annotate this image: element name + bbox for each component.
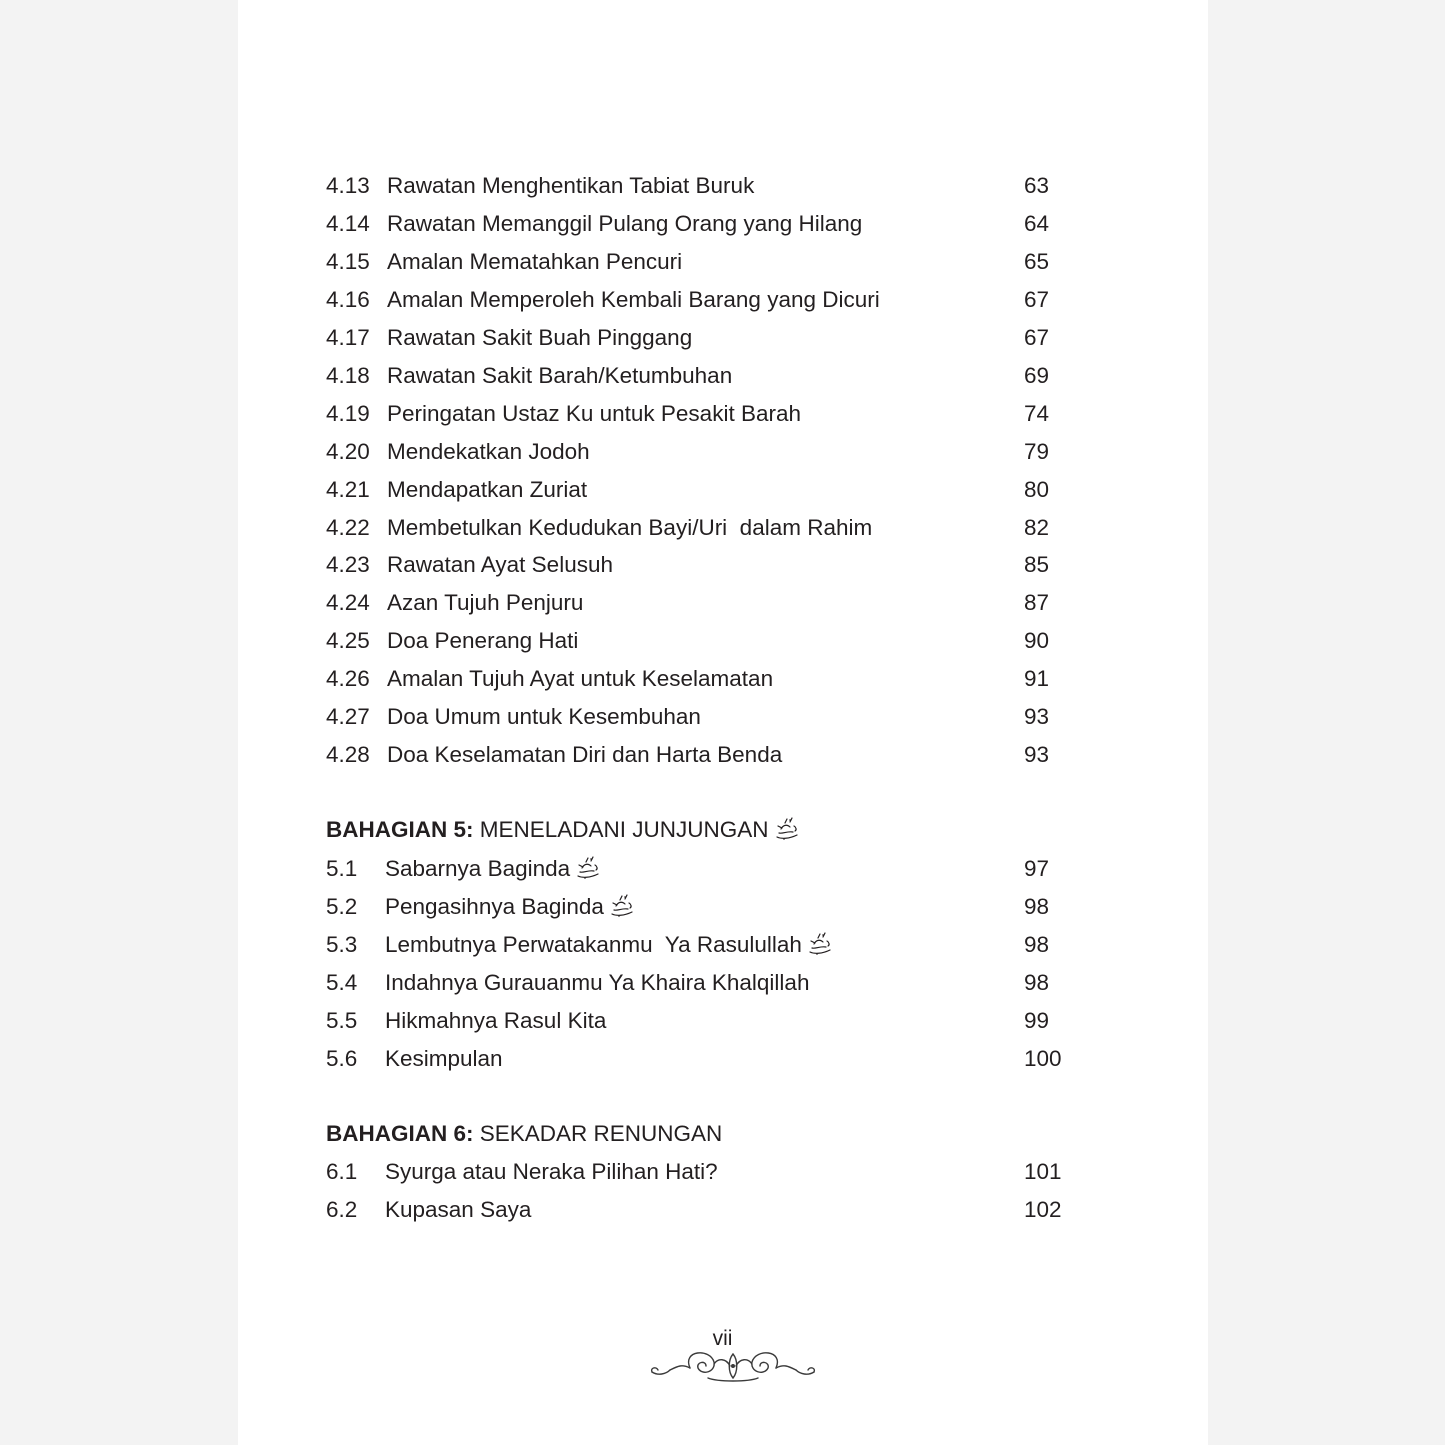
- entry-number: 4.24: [326, 590, 370, 615]
- section-label: BAHAGIAN 5: [326, 817, 467, 842]
- entry-title: Hikmahnya Rasul Kita: [385, 1008, 607, 1033]
- entry-page: 102: [1024, 1197, 1062, 1222]
- entry-page: 98: [1024, 894, 1050, 919]
- toc-entry[interactable]: [326, 546, 1066, 584]
- entry-title: Amalan Mematahkan Pencuri: [387, 249, 683, 274]
- toc-entry[interactable]: [326, 471, 1066, 509]
- toc-entry[interactable]: [326, 888, 1066, 926]
- section-separator: :: [466, 817, 480, 842]
- entry-number: 6.1: [326, 1159, 358, 1184]
- entry-title: Peringatan Ustaz Ku untuk Pesakit Barah: [387, 401, 801, 426]
- entry-page: 74: [1024, 401, 1050, 426]
- entry-page: 98: [1024, 970, 1050, 995]
- toc-entry[interactable]: [326, 660, 1066, 698]
- entry-title: Rawatan Memanggil Pulang Orang yang Hilang: [387, 211, 863, 236]
- entry-title: Sabarnya Baginda: [385, 856, 571, 881]
- entry-page: 63: [1024, 173, 1050, 198]
- section-title: SEKADAR RENUNGAN: [479, 1121, 723, 1146]
- entry-page: 97: [1024, 856, 1050, 881]
- entry-number: 4.15: [326, 249, 370, 274]
- entry-title: Mendapatkan Zuriat: [387, 477, 588, 502]
- toc-entry[interactable]: [326, 395, 1066, 433]
- toc-entry[interactable]: [326, 964, 1066, 1002]
- entry-page: 67: [1024, 287, 1050, 312]
- entry-title: Mendekatkan Jodoh: [387, 439, 590, 464]
- entry-number: 4.23: [326, 552, 370, 577]
- entry-page: 98: [1024, 932, 1050, 957]
- entry-page: 64: [1024, 211, 1050, 236]
- entry-page: 69: [1024, 363, 1050, 388]
- entry-page: 93: [1024, 742, 1050, 767]
- entry-number: 4.26: [326, 666, 370, 691]
- section-separator: :: [466, 1121, 480, 1146]
- toc-entry[interactable]: [326, 584, 1066, 622]
- entry-number: 5.1: [326, 856, 358, 881]
- entry-title: Amalan Tujuh Ayat untuk Keselamatan: [387, 666, 774, 691]
- toc-entry[interactable]: [326, 736, 1066, 774]
- toc-entry[interactable]: [326, 205, 1066, 243]
- entry-number: 4.17: [326, 325, 370, 350]
- entry-title: Amalan Memperoleh Kembali Barang yang Dicuri: [387, 287, 880, 312]
- entry-title: Doa Keselamatan Diri dan Harta Benda: [387, 742, 783, 767]
- toc-entry[interactable]: [326, 281, 1066, 319]
- entry-number: 4.28: [326, 742, 370, 767]
- entry-title: Pengasihnya Baginda: [385, 894, 604, 919]
- entry-title-wrap: [385, 850, 600, 888]
- entry-title: Kesimpulan: [385, 1046, 503, 1071]
- entry-page: 82: [1024, 515, 1050, 540]
- entry-page: 80: [1024, 477, 1050, 502]
- entry-number: 4.22: [326, 515, 370, 540]
- entry-number: 4.20: [326, 439, 370, 464]
- toc-entry[interactable]: [326, 1040, 1066, 1078]
- entry-number: 6.2: [326, 1197, 358, 1222]
- entry-title: Rawatan Ayat Selusuh: [387, 552, 613, 577]
- entry-title: Doa Penerang Hati: [387, 628, 579, 653]
- entry-title: Azan Tujuh Penjuru: [387, 590, 584, 615]
- entry-number: 4.18: [326, 363, 370, 388]
- entry-number: 4.19: [326, 401, 370, 426]
- entry-number: 4.13: [326, 173, 370, 198]
- toc-entry[interactable]: [326, 243, 1066, 281]
- entry-title: Indahnya Gurauanmu Ya Khaira Khalqillah: [385, 970, 810, 995]
- entry-number: 4.25: [326, 628, 370, 653]
- entry-page: 67: [1024, 325, 1050, 350]
- entry-page: 90: [1024, 628, 1050, 653]
- entry-title: Lembutnya Perwatakanmu Ya Rasulullah: [385, 932, 802, 957]
- toc-entry[interactable]: [326, 1002, 1066, 1040]
- entry-number: 5.3: [326, 932, 358, 957]
- toc-entry[interactable]: [326, 1153, 1066, 1191]
- toc-entry[interactable]: [326, 433, 1066, 471]
- entry-page: 79: [1024, 439, 1050, 464]
- section-heading: [326, 811, 799, 849]
- entry-title-wrap: [385, 888, 634, 926]
- entry-title: Rawatan Sakit Buah Pinggang: [387, 325, 693, 350]
- entry-page: 91: [1024, 666, 1050, 691]
- salawat-calligraphy-icon: [808, 932, 832, 958]
- entry-page: 87: [1024, 590, 1050, 615]
- section-label: BAHAGIAN 6: [326, 1121, 467, 1146]
- page-number: vii: [712, 1327, 733, 1350]
- entry-number: 5.2: [326, 894, 358, 919]
- salawat-calligraphy-icon: [576, 856, 600, 882]
- entry-number: 4.21: [326, 477, 370, 502]
- entry-page: 85: [1024, 552, 1050, 577]
- section-heading: [326, 1115, 722, 1153]
- section-title: MENELADANI JUNJUNGAN: [479, 817, 769, 842]
- toc-entry[interactable]: [326, 1191, 1066, 1229]
- entry-title: Doa Umum untuk Kesembuhan: [387, 704, 701, 729]
- toc-entry[interactable]: [326, 509, 1066, 547]
- entry-page: 65: [1024, 249, 1050, 274]
- toc-entry[interactable]: [326, 698, 1066, 736]
- entry-title: Kupasan Saya: [385, 1197, 532, 1222]
- toc-entry[interactable]: [326, 357, 1066, 395]
- salawat-calligraphy-icon: [610, 894, 634, 920]
- entry-title: Rawatan Menghentikan Tabiat Buruk: [387, 173, 755, 198]
- entry-page: 99: [1024, 1008, 1050, 1033]
- toc-entry[interactable]: [326, 167, 1066, 205]
- toc-entry[interactable]: [326, 926, 1066, 964]
- entry-title: Syurga atau Neraka Pilihan Hati?: [385, 1159, 718, 1184]
- toc-entry[interactable]: [326, 622, 1066, 660]
- entry-page: 93: [1024, 704, 1050, 729]
- flourish-ornament-icon: [648, 1346, 818, 1388]
- entry-title: Membetulkan Kedudukan Bayi/Uri dalam Rahim: [387, 515, 873, 540]
- entry-number: 5.6: [326, 1046, 358, 1071]
- entry-number: 4.27: [326, 704, 370, 729]
- salawat-calligraphy-icon: [775, 817, 799, 843]
- toc-entry[interactable]: [326, 850, 1066, 888]
- entry-number: 5.4: [326, 970, 358, 995]
- entry-title: Rawatan Sakit Barah/Ketumbuhan: [387, 363, 733, 388]
- entry-number: 4.14: [326, 211, 370, 236]
- entry-page: 101: [1024, 1159, 1062, 1184]
- entry-page: 100: [1024, 1046, 1062, 1071]
- entry-number: 5.5: [326, 1008, 358, 1033]
- entry-title-wrap: [385, 926, 832, 964]
- toc-entry[interactable]: [326, 319, 1066, 357]
- entry-number: 4.16: [326, 287, 370, 312]
